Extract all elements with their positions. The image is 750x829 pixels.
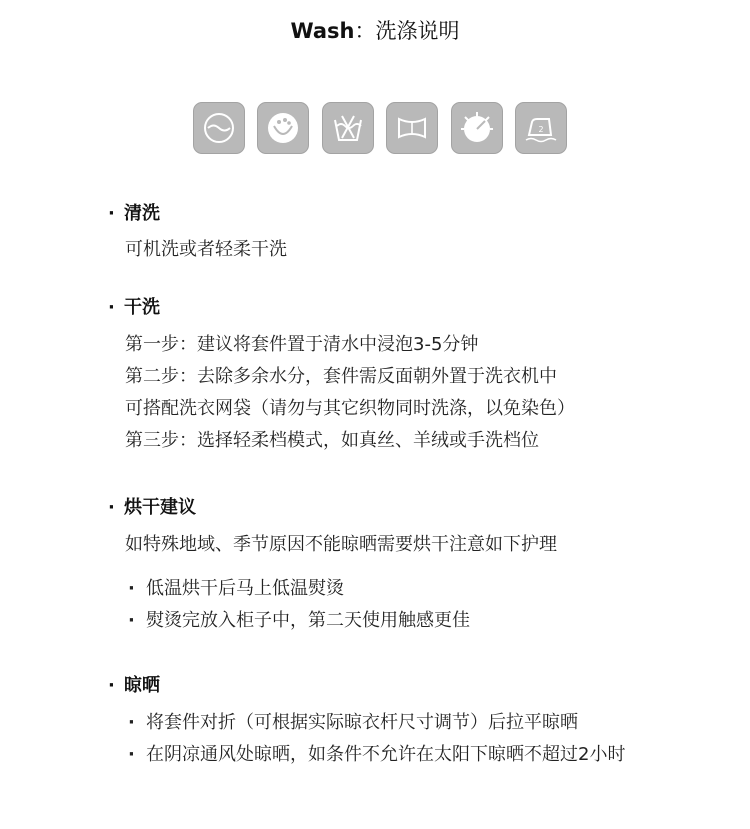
- bullet-dot: ·: [128, 744, 135, 765]
- title-separator: ：: [354, 19, 376, 43]
- text-line: 如特殊地域、季节原因不能晾晒需要烘干注意如下护理: [125, 534, 557, 555]
- bullet-dot: ·: [108, 497, 115, 518]
- bullet-dot: ·: [128, 610, 135, 631]
- text-line: 第二步：去除多余水分，套件需反面朝外置于洗衣机中: [125, 366, 557, 387]
- list-item: [128, 576, 344, 602]
- list-item-text: 熨烫完放入柜子中，第二天使用触感更佳: [146, 610, 470, 631]
- dry-flat-icon: [386, 102, 438, 154]
- text-line: 第三步：选择轻柔档模式，如真丝、羊绒或手洗档位: [125, 430, 539, 451]
- iron-level-label: 2: [538, 125, 544, 134]
- text-line: 可机洗或者轻柔干洗: [125, 239, 287, 260]
- tumble-dry-icon: [451, 102, 503, 154]
- bullet-dot: ·: [128, 578, 135, 599]
- section-heading: [108, 495, 196, 521]
- text-line: 第一步：建议将套件置于清水中浸泡3-5分钟: [125, 334, 479, 355]
- list-item: [128, 608, 470, 634]
- section-heading: [108, 673, 160, 699]
- heading-text: 干洗: [124, 297, 160, 318]
- list-item: [128, 710, 578, 736]
- list-item-text: 将套件对折（可根据实际晾衣杆尺寸调节）后拉平晾晒: [146, 712, 578, 733]
- title-english: Wash: [290, 19, 355, 43]
- list-item-text: 低温烘干后马上低温熨烫: [146, 578, 344, 599]
- title-chinese: 洗涤说明: [375, 19, 460, 43]
- text-line: 可搭配洗衣网袋（请勿与其它织物同时洗涤，以免染色）: [125, 398, 575, 419]
- wash-icon: [193, 102, 245, 154]
- hand-wash-icon: [257, 102, 309, 154]
- iron-icon: [515, 102, 567, 154]
- bullet-dot: ·: [128, 712, 135, 733]
- heading-text: 烘干建议: [124, 497, 196, 518]
- section-heading: [108, 295, 160, 321]
- section-heading: [108, 201, 160, 227]
- list-item: [128, 742, 625, 768]
- heading-text: 晾晒: [124, 675, 160, 696]
- care-icons-row: [193, 102, 567, 156]
- bullet-dot: ·: [108, 675, 115, 696]
- page-title: [0, 16, 750, 46]
- bullet-dot: ·: [108, 297, 115, 318]
- heading-text: 清洗: [124, 203, 160, 224]
- list-item-text: 在阴凉通风处晾晒，如条件不允许在太阳下晾晒不超过2小时: [146, 744, 626, 765]
- bullet-dot: ·: [108, 203, 115, 224]
- no-bleach-icon: [322, 102, 374, 154]
